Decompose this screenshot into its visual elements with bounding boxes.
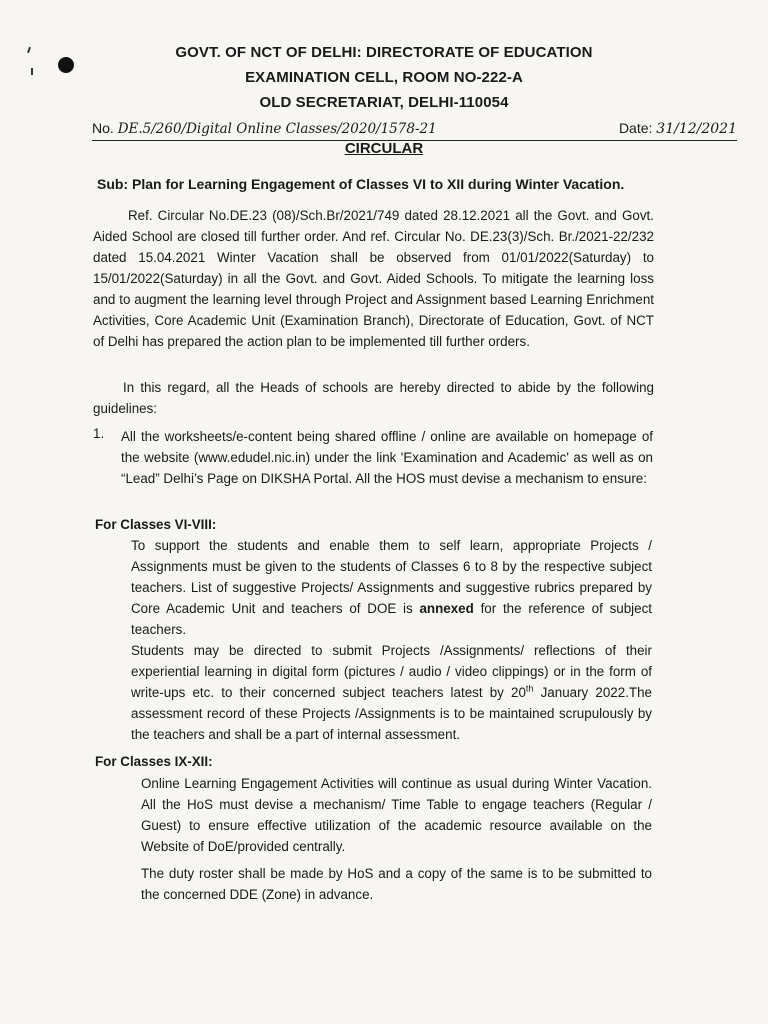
reference-number xyxy=(92,120,437,137)
paragraph-directive: In this regard, all the Heads of schools are hereby directed to abide by the following guidelines: xyxy=(93,380,654,416)
annexed-emphasis: annexed xyxy=(419,601,474,616)
section-title-vi-viii: For Classes VI-VIII: xyxy=(95,517,217,532)
header-line-2: EXAMINATION CELL, ROOM NO-222-A xyxy=(245,69,523,86)
text-run: for the reference of subject teachers. xyxy=(131,601,652,637)
text-run: Students may be directed to submit Projects /Assignments/ reflections of their experiential learning in digital form (pictures / audio / video clippings) or in the form of write-ups etc. to their concerned subject teachers latest by 20 xyxy=(131,643,652,700)
section-title-ix-xii: For Classes IX-XII: xyxy=(95,754,213,769)
reference-line xyxy=(92,120,737,141)
section-vi-viii-paragraph-2 xyxy=(131,640,652,745)
ordinal-superscript: th xyxy=(525,683,534,694)
section-vi-viii-paragraph-1 xyxy=(131,535,652,640)
reference-date-value: 31/12/2021 xyxy=(656,121,737,137)
text-run: To support the students and enable them to self learn, appropriate Projects / Assignments must be given to the students of Classes 6 to 8 by the respective subject teachers. List of suggestive Projects/ Assignments and suggestive rubrics prepared by Core Academic Unit and teachers of DOE is xyxy=(131,538,652,616)
header-line-3: OLD SECRETARIAT, DELHI-110054 xyxy=(259,94,509,111)
subject-line: Sub: Plan for Learning Engagement of Classes VI to XII during Winter Vacation. xyxy=(97,176,625,192)
reference-number-label: No. xyxy=(92,120,114,136)
document-title: CIRCULAR xyxy=(344,140,424,157)
list-item-text: All the worksheets/e-content being shared offline / online are available on homepage of the website (www.edudel.nic.in) under the link 'Examination and Academic' as well as on “Lead” Delhi’s Page on DIKSHA Portal. All the HOS must devise a mechanism to ensure: xyxy=(121,429,653,486)
reference-number-value: DE.5/260/Digital Online Classes/2020/1578-21 xyxy=(117,121,437,137)
reference-date-label: Date: xyxy=(618,120,653,136)
list-item-number: 1. xyxy=(93,426,105,441)
section-ix-xii-paragraph-1: Online Learning Engagement Activities will continue as usual during Winter Vacation. All the HoS must devise a mechanism/ Time Table to engage teachers (Regular / Guest) to ensure effective utilization of the academic resource available on the Website of DoE/provided centrally. xyxy=(141,776,652,854)
header-line-1: GOVT. OF NCT OF DELHI: DIRECTORATE OF EDUCATION xyxy=(175,44,593,61)
section-ix-xii-paragraph-2: The duty roster shall be made by HoS and a copy of the same is to be submitted to the concerned DDE (Zone) in advance. xyxy=(141,866,652,902)
paragraph-reference: Ref. Circular No.DE.23 (08)/Sch.Br/2021/749 dated 28.12.2021 all the Govt. and Govt. Aided School are closed till further order. And ref. Circular No. DE.23(3)/Sch. Br./2021-22/232 dated 15.04.2021 Winter Vacation shall be observed from 01/01/2022(Saturday) to 15/01/2022(Saturday) in all the Govt. and Govt. Aided Schools. To mitigate the learning loss and to augment the learning level through Project and Assignment based Learning Enrichment Activities, Core Academic Unit (Examination Branch), Directorate of Education, Govt. of NCT of Delhi has prepared the action plan to be implemented till further orders. xyxy=(93,208,654,349)
reference-date xyxy=(619,120,737,137)
text-run: January 2022.The assessment record of these Projects /Assignments is to be maintained scrupulously by the teachers and shall be a part of internal assessment. xyxy=(131,685,652,742)
